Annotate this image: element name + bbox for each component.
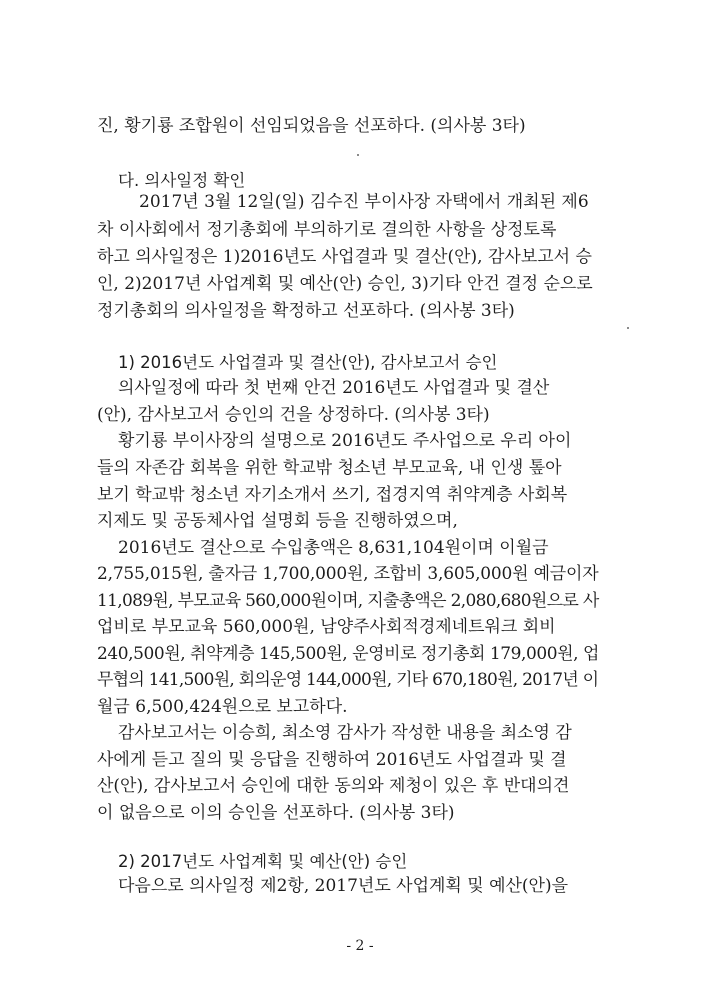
intro-line: 진, 황기룡 조합원이 선임되었음을 선포하다. (의사봉 3타) (97, 116, 526, 136)
paragraph-line: 사에게 듣고 질의 및 응답을 진행하여 2016년도 사업결과 및 결 (97, 750, 567, 770)
paragraph-line: 업비로 부모교육 560,000원, 남양주사회적경제네트워크 회비 (97, 617, 556, 637)
paragraph-line: 보기 학교밖 청소년 자기소개서 쓰기, 접경지역 취약계층 사회복 (97, 485, 568, 505)
paragraph-line: 240,500원, 취약계층 145,500원, 운영비로 정기총회 179,000원, 업 (97, 644, 600, 664)
paragraph-line: 인, 2)2017년 사업계획 및 예산(안) 승인, 3)기타 안건 결정 순으로 (97, 274, 593, 294)
paragraph-line: 황기룡 부이사장의 설명으로 2016년도 주사업으로 우리 아이 (118, 431, 572, 451)
paragraph-line: 무협의 141,500원, 회의운영 144,000원, 기타 670,180원, 2017년 이 (97, 670, 599, 690)
paragraph-line: 이 없음으로 이의 승인을 선포하다. (의사봉 3타) (97, 803, 455, 823)
paragraph-line: 2016년도 결산으로 수입총액은 8,631,104원이며 이월금 (118, 538, 549, 558)
paragraph-line: 2,755,015원, 출자금 1,700,000원, 조합비 3,605,000원 예금이자 (97, 564, 599, 584)
paragraph-line: 차 이사회에서 정기총회에 부의하기로 결의한 사항을 상정토록 (97, 220, 557, 240)
scan-speck (357, 154, 359, 156)
agenda-heading-2017: 2) 2017년도 사업계획 및 예산(안) 승인 (118, 852, 408, 871)
paragraph-line: 정기총회의 의사일정을 확정하고 선포하다. (의사봉 3타) (97, 301, 515, 321)
paragraph-line: 지제도 및 공동체사업 설명회 등을 진행하였으며, (97, 511, 458, 531)
paragraph-line: 월금 6,500,424원으로 보고하다. (97, 697, 348, 717)
paragraph-line: 하고 의사일정은 1)2016년도 사업결과 및 결산(안), 감사보고서 승 (97, 247, 592, 267)
section-heading-schedule: 다. 의사일정 확인 (118, 171, 246, 190)
agenda-heading-2016: 1) 2016년도 사업결과 및 결산(안), 감사보고서 승인 (118, 353, 498, 372)
paragraph-line: 2017년 3월 12일(일) 김수진 부이사장 자택에서 개최된 제6 (139, 192, 589, 212)
paragraph-line: 11,089원, 부모교육 560,000원이며, 지출총액은 2,080,680원으로 사 (97, 591, 599, 611)
paragraph-line: (안), 감사보고서 승인의 건을 상정하다. (의사봉 3타) (97, 405, 490, 425)
scan-speck (627, 327, 629, 329)
page-number: - 2 - (346, 938, 374, 954)
paragraph-line: 들의 자존감 회복을 위한 학교밖 청소년 부모교육, 내 인생 톺아 (97, 458, 562, 478)
paragraph-line: 감사보고서는 이승희, 최소영 감사가 작성한 내용을 최소영 감 (118, 723, 572, 743)
paragraph-line: 다음으로 의사일정 제2항, 2017년도 사업계획 및 예산(안)을 (118, 876, 569, 896)
paragraph-line: 의사일정에 따라 첫 번째 안건 2016년도 사업결과 및 결산 (118, 378, 550, 398)
paragraph-line: 산(안), 감사보고서 승인에 대한 동의와 제청이 있은 후 반대의견 (97, 776, 570, 796)
